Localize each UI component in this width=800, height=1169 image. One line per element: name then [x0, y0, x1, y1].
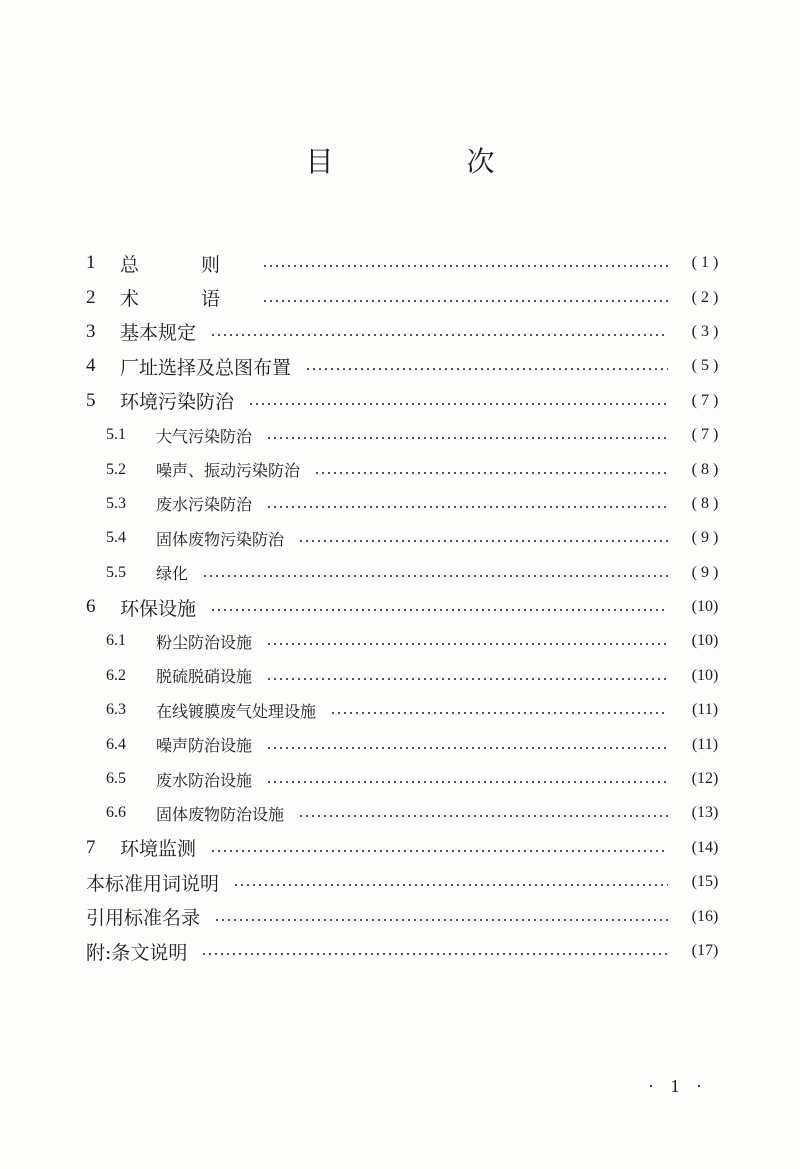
toc-entry-label: 环境监测	[120, 838, 197, 861]
dot-leader	[233, 884, 668, 886]
toc-entry-label: 总 则	[120, 253, 249, 276]
toc-entry-number: 5.5	[106, 563, 126, 581]
dot-leader	[210, 609, 668, 611]
dot-leader	[201, 953, 668, 955]
toc-subentry[interactable]	[86, 762, 728, 796]
toc-entry[interactable]	[86, 590, 728, 624]
toc-entry-page: ( 2 )	[691, 288, 719, 306]
toc-entry-number: 6.3	[106, 701, 126, 719]
toc-subentry[interactable]	[86, 659, 728, 693]
dot-leader	[305, 368, 668, 370]
toc-subentry[interactable]	[86, 693, 728, 727]
toc-entry-page: ( 5 )	[691, 357, 719, 375]
toc-entry[interactable]	[86, 865, 728, 899]
toc-entry-label: 术 语	[120, 288, 249, 311]
dot-leader	[266, 747, 668, 749]
toc-entry-label: 废水污染防治	[156, 495, 253, 515]
toc-entry-label: 粉尘防治设施	[156, 632, 253, 652]
toc-subentry[interactable]	[86, 796, 728, 830]
toc-entry-number: 5.1	[106, 426, 126, 444]
toc-entry-page: ( 3 )	[691, 322, 719, 340]
toc-entry-label: 固体废物防治设施	[156, 804, 285, 824]
toc-entry-page: (16)	[691, 907, 719, 925]
toc-subentry[interactable]	[86, 452, 728, 486]
toc-entry-page: ( 7 )	[691, 426, 719, 444]
toc-entry-page: ( 9 )	[691, 529, 719, 547]
dot-leader	[262, 265, 668, 267]
dot-leader	[266, 437, 668, 439]
toc-entry-number: 5.3	[106, 494, 126, 512]
toc-entry-label: 基本规定	[120, 322, 197, 345]
dot-leader	[210, 850, 668, 852]
toc-entry-number: 6.5	[106, 770, 126, 788]
toc-entry[interactable]	[86, 934, 728, 968]
toc-entry-label: 大气污染防治	[156, 426, 253, 446]
toc-entry-number: 6.2	[106, 666, 126, 684]
toc-entry-page: (11)	[691, 735, 719, 753]
toc-entry-page: (14)	[691, 838, 719, 856]
toc-entry-page: (11)	[691, 701, 719, 719]
toc-entry-page: (15)	[691, 873, 719, 891]
toc-entry-page: (10)	[691, 632, 719, 650]
dot-leader	[314, 472, 668, 474]
toc-entry-number: 6	[86, 596, 96, 618]
dot-leader	[248, 403, 668, 405]
toc-entry-label: 环境污染防治	[120, 391, 235, 414]
toc-entry[interactable]	[86, 280, 728, 314]
dot-leader	[266, 506, 668, 508]
toc-entry-page: ( 1 )	[691, 254, 719, 272]
toc-entry-page: (13)	[691, 804, 719, 822]
toc-entry[interactable]	[86, 315, 728, 349]
toc-entry-label: 废水防治设施	[156, 770, 253, 790]
toc-entry-label: 环保设施	[120, 597, 197, 620]
toc-entry-page: ( 9 )	[691, 563, 719, 581]
table-of-contents	[86, 246, 728, 968]
toc-entry-page: (17)	[691, 942, 719, 959]
page-number: · 1 ·	[648, 1076, 708, 1096]
dot-leader	[214, 919, 668, 921]
toc-entry-label: 本标准用词说明	[86, 872, 220, 895]
toc-entry[interactable]	[86, 384, 728, 418]
dot-leader	[298, 815, 668, 817]
toc-entry-page: (10)	[691, 598, 719, 616]
toc-subentry[interactable]	[86, 556, 728, 590]
toc-subentry[interactable]	[86, 521, 728, 555]
toc-entry-page: ( 7 )	[691, 391, 719, 409]
toc-entry-label: 噪声防治设施	[156, 736, 253, 756]
dot-leader	[266, 643, 668, 645]
toc-entry-label: 噪声、振动污染防治	[156, 461, 301, 481]
dot-leader	[298, 540, 668, 542]
toc-entry-number: 2	[86, 286, 96, 308]
toc-entry-number: 1	[86, 252, 96, 274]
dot-leader	[330, 712, 668, 714]
dot-leader	[202, 575, 668, 577]
toc-entry-number: 5.4	[106, 529, 126, 547]
toc-entry-page: ( 8 )	[691, 460, 719, 478]
toc-entry-number: 3	[86, 320, 96, 342]
toc-entry-number: 5	[86, 389, 96, 411]
dot-leader	[266, 781, 668, 783]
toc-subentry[interactable]	[86, 727, 728, 761]
toc-entry-label: 绿化	[156, 564, 189, 584]
toc-entry-number: 4	[86, 355, 96, 377]
toc-entry-page: ( 8 )	[691, 494, 719, 512]
dot-leader	[266, 678, 668, 680]
toc-entry-label: 引用标准名录	[86, 907, 201, 930]
toc-entry-label: 厂址选择及总图布置	[120, 356, 292, 379]
toc-entry-number: 5.2	[106, 460, 126, 478]
toc-subentry[interactable]	[86, 487, 728, 521]
dot-leader	[210, 334, 668, 336]
toc-entry-page: (10)	[691, 666, 719, 684]
toc-entry-label: 在线镀膜废气处理设施	[156, 701, 317, 721]
toc-subentry[interactable]	[86, 624, 728, 658]
toc-entry-label: 附:条文说明	[86, 941, 188, 964]
toc-entry-label: 固体废物污染防治	[156, 529, 285, 549]
toc-subentry[interactable]	[86, 418, 728, 452]
toc-entry[interactable]	[86, 246, 728, 280]
toc-entry-number: 6.4	[106, 735, 126, 753]
page-title: 目 次	[305, 145, 557, 178]
toc-entry[interactable]	[86, 349, 728, 383]
toc-entry[interactable]	[86, 899, 728, 933]
toc-entry-page: (12)	[691, 770, 719, 788]
toc-entry-label: 脱硫脱硝设施	[156, 667, 253, 687]
toc-entry-number: 7	[86, 836, 96, 858]
toc-entry-number: 6.6	[106, 804, 126, 822]
toc-entry[interactable]	[86, 831, 728, 865]
toc-entry-number: 6.1	[106, 632, 126, 650]
dot-leader	[262, 300, 668, 302]
